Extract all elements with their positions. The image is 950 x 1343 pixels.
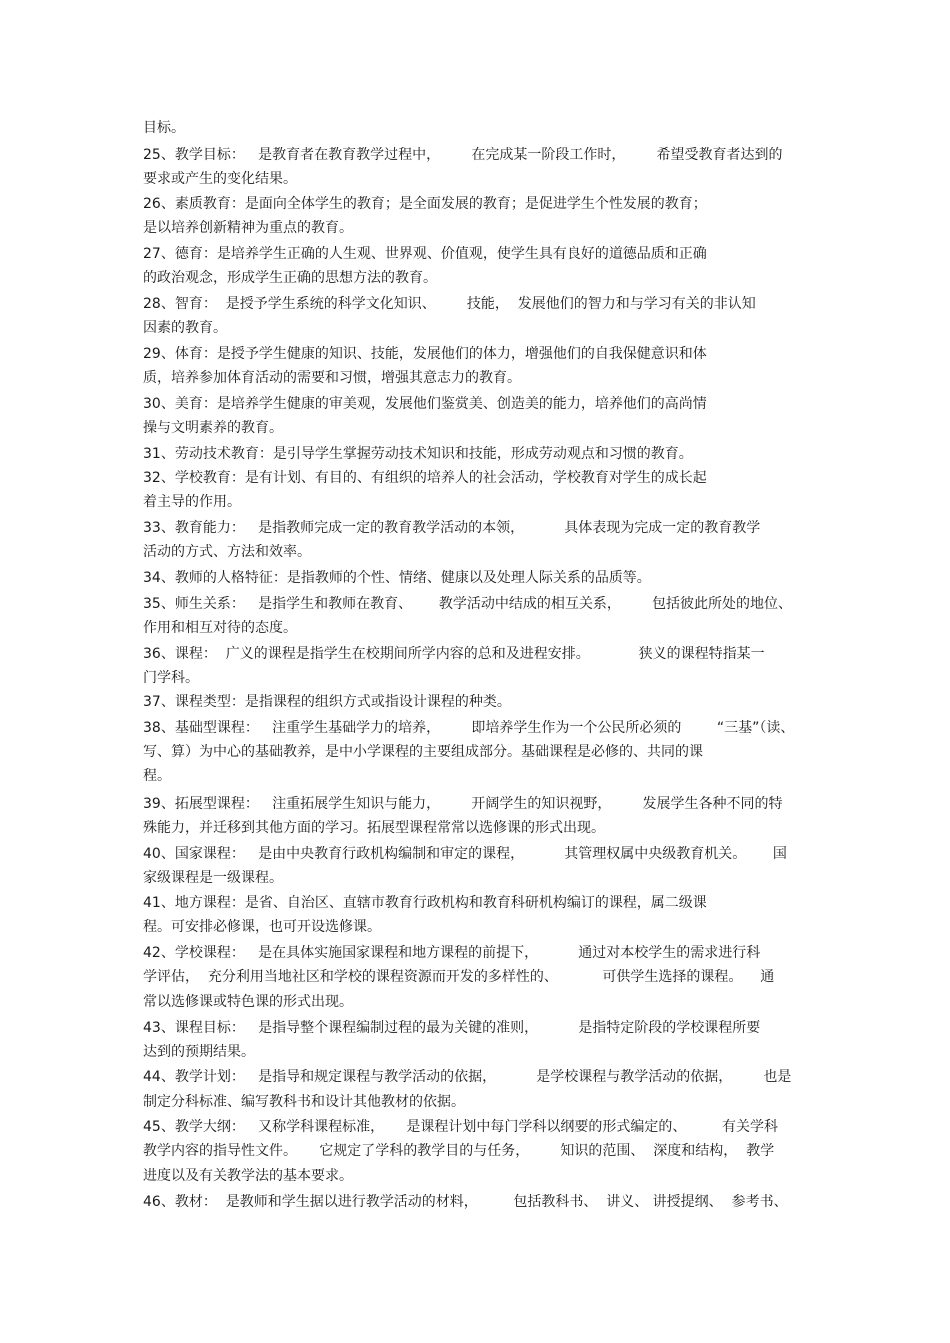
text-line: 程。可安排必修课，也可开设选修课。	[143, 919, 381, 935]
text-line: 30、美育：是培养学生健康的审美观，发展他们鉴赏美、创造美的能力，培养他们的高尚情	[143, 396, 707, 412]
text-line: 41、地方课程：是省、自治区、直辖市教育行政机构和教育科研机构编订的课程，属二级课	[143, 895, 707, 911]
text-line: 26、素质教育：是面向全体学生的教育；是全面发展的教育；是促进学生个性发展的教育；	[143, 196, 707, 212]
text-line: 操与文明素养的教育。	[143, 420, 283, 436]
text-line: 44、教学计划： 是指导和规定课程与教学活动的依据， 是学校课程与教学活动的依据， 也是	[143, 1069, 792, 1085]
text-line: 33、教育能力： 是指教师完成一定的教育教学活动的本领， 具体表现为完成一定的教育教学	[143, 520, 761, 536]
text-line: 39、拓展型课程： 注重拓展学生知识与能力， 开阔学生的知识视野， 发展学生各种不同的特	[143, 796, 783, 812]
text-line: 42、学校课程： 是在具体实施国家课程和地方课程的前提下， 通过对本校学生的需求进行科	[143, 945, 761, 961]
text-line: 27、德育：是培养学生正确的人生观、世界观、价值观，使学生具有良好的道德品质和正确	[143, 246, 707, 262]
text-line: 进度以及有关教学法的基本要求。	[143, 1168, 353, 1184]
text-line: 是以培养创新精神为重点的教育。	[143, 220, 353, 236]
text-line: 37、课程类型：是指课程的组织方式或指设计课程的种类。	[143, 694, 511, 710]
text-line: 制定分科标准、编写教科书和设计其他教材的依据。	[143, 1094, 465, 1110]
text-line: 常以选修课或特色课的形式出现。	[143, 994, 353, 1010]
text-line: 程。	[143, 768, 171, 784]
text-line: 门学科。	[143, 670, 199, 686]
text-line: 因素的教育。	[143, 320, 227, 336]
text-line: 目标。	[143, 120, 185, 136]
text-line: 29、体育：是授予学生健康的知识、技能，发展他们的体力，增强他们的自我保健意识和体	[143, 346, 707, 362]
text-line: 活动的方式、方法和效率。	[143, 544, 311, 560]
text-line: 45、教学大纲： 又称学科课程标准， 是课程计划中每门学科以纲要的形式编定的、 有关学科	[143, 1119, 779, 1135]
text-line: 28、智育： 是授予学生系统的科学文化知识、 技能， 发展他们的智力和与学习有关的非认知	[143, 296, 756, 312]
text-line: 35、师生关系： 是指学生和教师在教育、 教学活动中结成的相互关系， 包括彼此所处的地位、	[143, 596, 793, 612]
text-line: 43、课程目标： 是指导整个课程编制过程的最为关键的准则， 是指特定阶段的学校课程所要	[143, 1020, 761, 1036]
text-line: 32、学校教育：是有计划、有目的、有组织的培养人的社会活动，学校教育对学生的成长起	[143, 470, 707, 486]
text-line: 要求或产生的变化结果。	[143, 171, 297, 187]
text-line: 写、算）为中心的基础教养，是中小学课程的主要组成部分。基础课程是必修的、共同的课	[143, 744, 703, 760]
text-line: 46、教材： 是教师和学生据以进行教学活动的材料， 包括教科书、 讲义、 讲授提纲、 参考书、	[143, 1194, 788, 1210]
text-line: 40、国家课程： 是由中央教育行政机构编制和审定的课程， 其管理权属中央级教育机关。 国	[143, 846, 787, 862]
text-line: 学评估， 充分利用当地社区和学校的课程资源而开发的多样性的、 可供学生选择的课程。 通	[143, 969, 775, 985]
text-line: 31、劳动技术教育：是引导学生掌握劳动技术知识和技能，形成劳动观点和习惯的教育。	[143, 446, 693, 462]
text-line: 着主导的作用。	[143, 494, 241, 510]
text-line: 家级课程是一级课程。	[143, 870, 283, 886]
text-line: 殊能力，并迁移到其他方面的学习。拓展型课程常常以选修课的形式出现。	[143, 820, 605, 836]
text-line: 34、教师的人格特征：是指教师的个性、情绪、健康以及处理人际关系的品质等。	[143, 570, 651, 586]
text-line: 教学内容的指导性文件。 它规定了学科的教学目的与任务， 知识的范围、 深度和结构， 教学	[143, 1143, 775, 1159]
text-line: 的政治观念，形成学生正确的思想方法的教育。	[143, 270, 437, 286]
text-line: 达到的预期结果。	[143, 1044, 255, 1060]
text-line: 38、基础型课程： 注重学生基础学力的培养， 即培养学生作为一个公民所必须的 “三基”（读、	[143, 720, 795, 736]
text-line: 36、课程： 广义的课程是指学生在校期间所学内容的总和及进程安排。 狭义的课程特指某一	[143, 646, 765, 662]
text-line: 质，培养参加体育活动的需要和习惯，增强其意志力的教育。	[143, 370, 521, 386]
text-line: 作用和相互对待的态度。	[143, 620, 297, 636]
text-line: 25、教学目标： 是教育者在教育教学过程中， 在完成某一阶段工作时， 希望受教育者达到的	[143, 147, 783, 163]
